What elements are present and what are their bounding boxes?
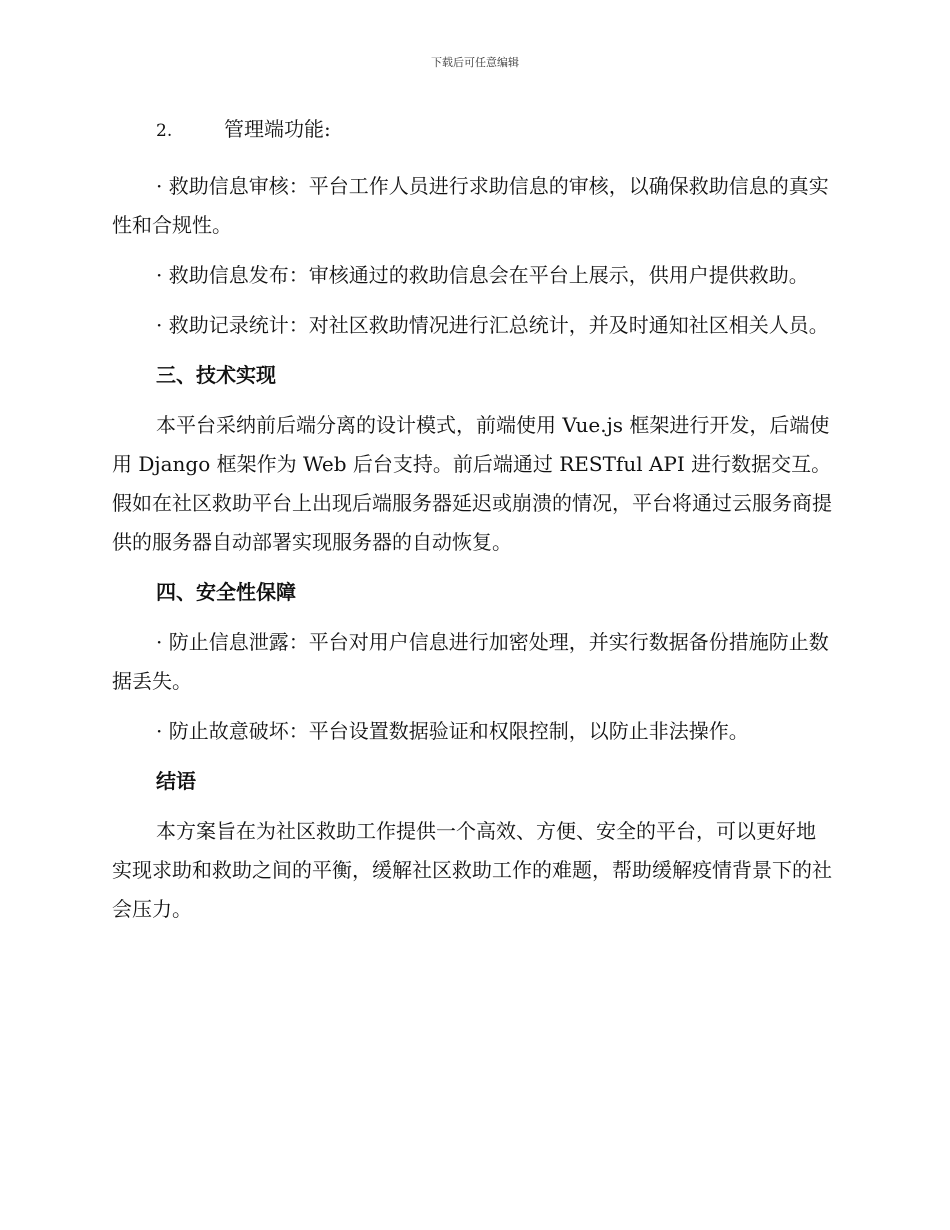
paragraph-tech: 本平台采纳前后端分离的设计模式，前端使用 Vue.js 框架进行开发，后端使用 Django 框架作为 Web 后台支持。前后端通过 RESTful API 进行数据交互。假如在社区救助平台上出现后端服务器延迟或崩溃的情况，平台将通过云服务商提供的服务器自动部署实现服务器的自动恢复。: [112, 413, 832, 554]
item-title: 管理端功能:: [224, 117, 331, 141]
page-header-note: 下载后可任意编辑: [431, 56, 519, 69]
bullet-review: · 救助信息审核：平台工作人员进行求助信息的审核，以确保救助信息的真实性和合规性。: [112, 174, 829, 237]
bullet-stats: · 救助记录统计：对社区救助情况进行汇总统计，并及时通知社区相关人员。: [156, 313, 829, 337]
paragraph-conclusion: 本方案旨在为社区救助工作提供一个高效、方便、安全的平台，可以更好地实现求助和救助之间的平衡，缓解社区救助工作的难题，帮助缓解疫情背景下的社会压力。: [112, 819, 832, 921]
item-number: 2.: [156, 121, 173, 141]
bullet-damage: · 防止故意破坏：平台设置数据验证和权限控制，以防止非法操作。: [156, 719, 749, 743]
section-heading-conclusion: 结语: [156, 769, 196, 793]
section-heading-tech: 三、技术实现: [156, 363, 276, 387]
bullet-leak: · 防止信息泄露：平台对用户信息进行加密处理，并实行数据备份措施防止数据丢失。: [112, 630, 829, 693]
section-heading-security: 四、安全性保障: [156, 580, 296, 604]
numbered-item-2: [112, 110, 832, 151]
document-body: [112, 110, 832, 940]
bullet-publish: · 救助信息发布：审核通过的救助信息会在平台上展示，供用户提供救助。: [156, 263, 809, 287]
